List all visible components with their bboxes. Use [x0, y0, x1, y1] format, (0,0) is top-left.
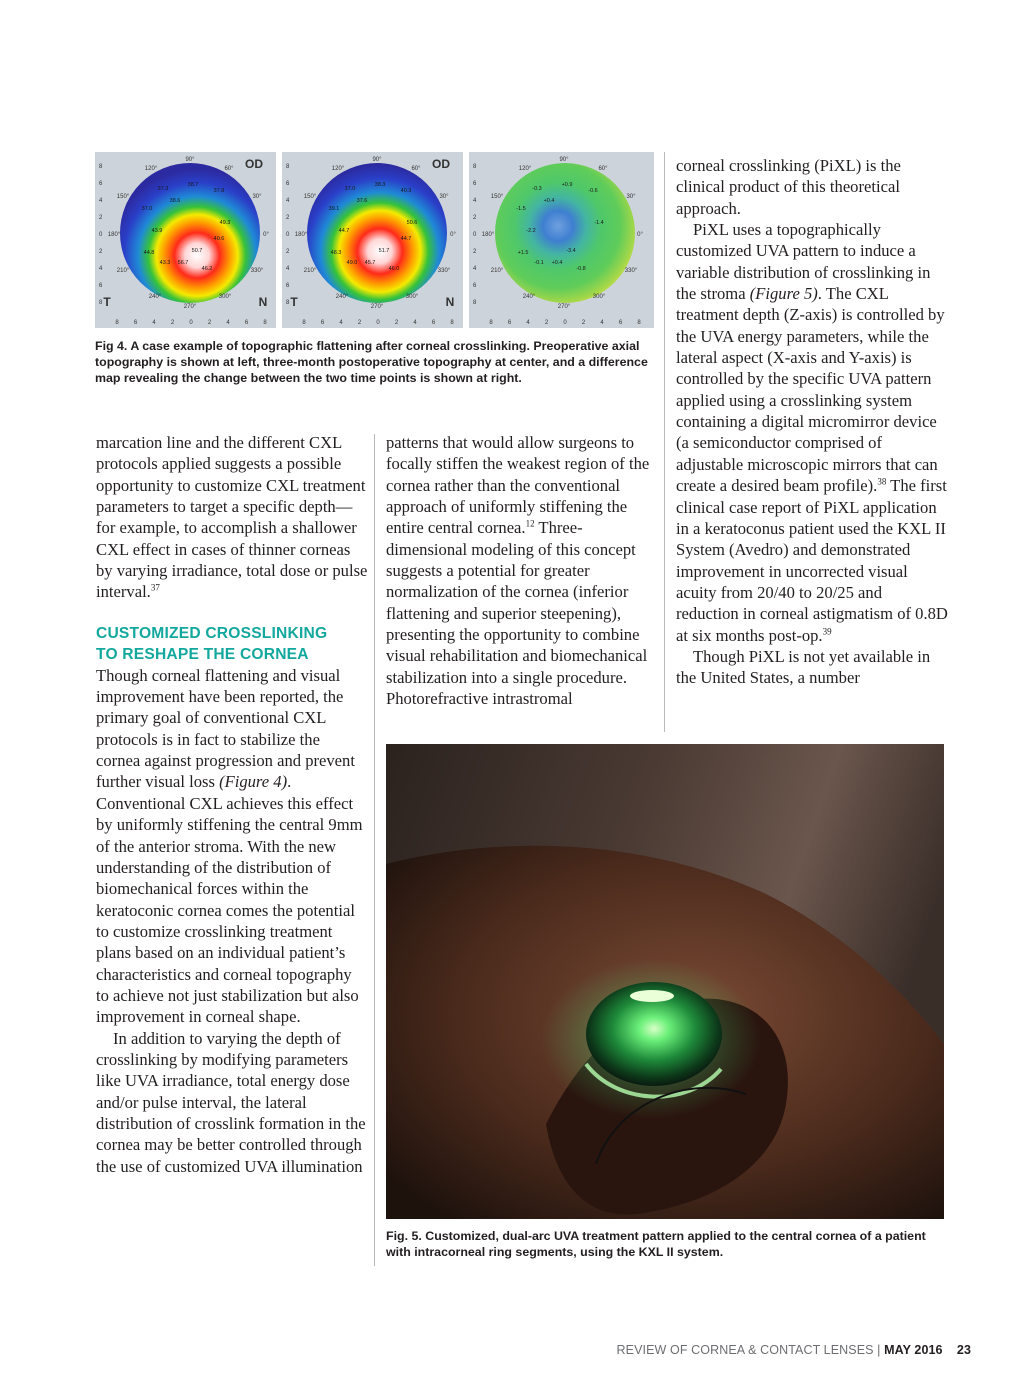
axis-tick-label: 2: [544, 320, 549, 326]
side-tick-label: 8: [99, 164, 103, 170]
side-tick-label: 0: [473, 232, 477, 238]
map-value-label: 44.8: [143, 250, 155, 256]
side-tick-label: 6: [99, 283, 103, 289]
degree-330-label: 330°: [624, 268, 638, 274]
axis-tick-label: 4: [413, 320, 417, 326]
axis-tick-label: 4: [526, 320, 530, 326]
degree-0-label: 0°: [637, 232, 643, 238]
heading-line-1: CUSTOMIZED CROSSLINKING: [96, 624, 328, 642]
ref-12: 12: [525, 518, 535, 529]
map-value-label: 43.3: [159, 260, 171, 266]
degree-180-label: 180°: [107, 232, 121, 238]
map-value-label: 39.1: [328, 206, 340, 212]
map-value-label: +0.9: [561, 182, 573, 188]
map-value-label: 38.3: [374, 182, 386, 188]
degree-90-label: 90°: [372, 157, 382, 163]
col3-paragraph-3: Though PiXL is not yet available in the United States, a number: [676, 646, 931, 688]
degree-300-label: 300°: [218, 294, 232, 300]
side-tick-label: 6: [286, 181, 290, 187]
issue-date: MAY 2016: [884, 1343, 943, 1357]
degree-0-label: 0°: [450, 232, 456, 238]
map-value-label: 48.3: [330, 250, 342, 256]
axis-tick-label: 0: [563, 320, 567, 326]
degree-90-label: 90°: [185, 157, 195, 163]
map-value-label: 50.7: [191, 248, 203, 254]
footer-separator: |: [877, 1343, 881, 1357]
map-value-label: 44.7: [400, 236, 412, 242]
col3-paragraph-1: corneal crosslinking (PiXL) is the clinical product of this theoretical approach.: [676, 156, 901, 218]
map-value-label: 40.3: [400, 188, 412, 194]
degree-210-label: 210°: [490, 268, 504, 274]
degree-180-label: 180°: [481, 232, 495, 238]
map-value-label: -0.1: [534, 260, 544, 266]
map-value-label: 37.6: [356, 198, 368, 204]
side-tick-label: 0: [99, 232, 103, 238]
side-tick-label: 8: [99, 300, 103, 306]
axis-tick-label: 6: [133, 320, 138, 326]
degree-300-label: 300°: [405, 294, 419, 300]
side-tick-label: 4: [473, 266, 477, 272]
side-tick-label: 4: [99, 266, 103, 272]
page-footer: [617, 1343, 971, 1357]
map-value-label: 50.6: [406, 220, 418, 226]
map-value-label: -3.4: [566, 248, 576, 254]
col1-paragraph-3: In addition to varying the depth of crosslinking by modifying parameters like UVA irradiance, total energy dose and/or pulse interval, the lateral distribution of crosslink formation in the cornea may be better controlled through the use of customized UVA illumination: [96, 1028, 366, 1176]
map-value-label: 45.7: [364, 260, 376, 266]
degree-30-label: 30°: [626, 194, 636, 200]
degree-270-label: 270°: [557, 304, 571, 310]
axis-tick-label: 8: [263, 320, 267, 326]
side-tick-label: 6: [473, 283, 477, 289]
map-value-label: 51.7: [378, 248, 390, 254]
side-tick-label: 6: [473, 181, 477, 187]
degree-90-label: 90°: [559, 157, 569, 163]
axis-tick-label: 0: [189, 320, 193, 326]
heading-line-2: TO RESHAPE THE CORNEA: [96, 645, 309, 663]
map-value-label: 38.6: [169, 198, 181, 204]
side-tick-label: 2: [473, 215, 477, 221]
degree-60-label: 60°: [411, 166, 421, 172]
axis-tick-label: 6: [431, 320, 436, 326]
ref-38: 38: [877, 476, 887, 487]
axis-tick-label: 8: [302, 320, 306, 326]
degree-240-label: 240°: [522, 294, 536, 300]
degree-270-label: 270°: [370, 304, 384, 310]
degree-330-label: 330°: [250, 268, 264, 274]
section-heading: [96, 623, 368, 665]
axis-tick-label: 2: [394, 320, 399, 326]
axis-tick-label: 4: [152, 320, 156, 326]
side-tick-label: 8: [473, 300, 477, 306]
side-tick-label: 2: [286, 215, 290, 221]
degree-30-label: 30°: [252, 194, 262, 200]
page-number: 23: [956, 1343, 971, 1357]
map-value-label: 46.0: [388, 266, 400, 272]
map-value-label: 49.0: [346, 260, 358, 266]
map-value-label: +0.4: [551, 260, 563, 266]
map-value-label: 37.0: [344, 186, 356, 192]
side-tick-label: 4: [286, 198, 290, 204]
degree-150-label: 150°: [116, 194, 130, 200]
map-value-label: 46.2: [201, 266, 213, 272]
axis-tick-label: 6: [618, 320, 623, 326]
figure-4-caption: Fig 4. A case example of topographic flattening after corneal crosslinking. Preoperative axial topography is shown at left, three-month postoperative topography at center, and a difference map revealing the change between the two time points is shown at right.: [95, 339, 648, 386]
side-tick-label: 8: [286, 164, 290, 170]
corner-nasal-label: N: [445, 295, 455, 309]
map-value-label: +1.5: [517, 250, 529, 256]
side-tick-label: 2: [99, 215, 103, 221]
degree-30-label: 30°: [439, 194, 449, 200]
col3-paragraph-2: PiXL uses a topographically customized UVA pattern to induce a variable distribution of crosslinking in the stroma (Figure 5). The CXL treatment depth (Z-axis) is controlled by the UVA energy parameters, while the lateral aspect (X-axis and Y-axis) is controlled by the specific UVA pattern applied using a crosslinking system containing a digital micromirror device (a semiconductor comprised of adjustable microscopic mirrors that can create a desired beam profile).$^{38}$ The first clinical case report of PiXL application in a keratoconus patient used the KXL II System (Avedro) and demonstrated improvement in uncorrected visual acuity from 20/40 to 20/25 and reduction in corneal astigmatism of 0.8D at six months post-op.$^{39}$: [676, 220, 948, 645]
side-tick-label: 4: [286, 266, 290, 272]
degree-120-label: 120°: [331, 166, 345, 172]
figure-5-reference: (Figure 5): [749, 284, 818, 304]
map-value-label: -1.4: [594, 220, 604, 226]
degree-300-label: 300°: [592, 294, 606, 300]
ref-39: 39: [822, 626, 832, 637]
side-tick-label: 8: [286, 300, 290, 306]
corner-nasal-label: N: [258, 295, 268, 309]
side-tick-label: 2: [473, 249, 477, 255]
col1-paragraph-2: Though corneal flattening and visual improvement have been reported, the primary goal of conventional CXL protocols is in fact to stabilize the cornea against progression and prevent further visual loss (Figure 4). Conventional CXL achieves this effect by uniformly stiffening the central 9mm of the anterior stroma. With the new understanding of the distribution of biomechanical forces within the keratoconic cornea comes the potential to customize crosslinking treatment plans based on an individual patient’s characteristics and corneal topography to achieve not just stabilization but also improvement in corneal shape.: [96, 665, 363, 1027]
map-value-label: 43.9: [151, 228, 163, 234]
degree-60-label: 60°: [224, 166, 234, 172]
map-value-label: 44.7: [338, 228, 350, 234]
map-value-label: 37.3: [157, 186, 169, 192]
degree-180-label: 180°: [294, 232, 308, 238]
axis-tick-label: 2: [170, 320, 175, 326]
axis-tick-label: 2: [357, 320, 362, 326]
side-tick-label: 6: [99, 181, 103, 187]
degree-0-label: 0°: [263, 232, 269, 238]
axis-tick-label: 8: [450, 320, 454, 326]
map-value-label: -0.6: [588, 188, 598, 194]
map-value-label: -1.5: [516, 206, 526, 212]
axis-tick-label: 4: [600, 320, 604, 326]
degree-330-label: 330°: [437, 268, 451, 274]
side-tick-label: 8: [473, 164, 477, 170]
column-rule-right: [664, 152, 665, 732]
axis-tick-label: 6: [320, 320, 325, 326]
ref-37: 37: [150, 582, 160, 593]
column-2: [386, 432, 654, 709]
column-rule-left: [374, 434, 375, 1266]
map-value-label: 40.6: [213, 236, 225, 242]
map-value-label: 49.3: [219, 220, 231, 226]
axis-tick-label: 8: [489, 320, 493, 326]
degree-240-label: 240°: [335, 294, 349, 300]
degree-270-label: 270°: [183, 304, 197, 310]
journal-name: REVIEW OF CORNEA & CONTACT LENSES: [616, 1343, 874, 1357]
degree-120-label: 120°: [518, 166, 532, 172]
degree-150-label: 150°: [490, 194, 504, 200]
topography-difference-map: [469, 152, 654, 328]
topography-map-preoperative: [95, 152, 276, 328]
column-1: [96, 432, 368, 1177]
map-value-label: -2.2: [526, 228, 536, 234]
map-value-label: -0.3: [532, 186, 542, 192]
map-value-label: -0.8: [576, 266, 586, 272]
corner-temporal-label: T: [103, 295, 111, 309]
side-tick-label: 0: [286, 232, 290, 238]
axis-tick-label: 2: [581, 320, 586, 326]
axis-tick-label: 8: [115, 320, 119, 326]
figure-5-caption: Fig. 5. Customized, dual-arc UVA treatment pattern applied to the central cornea of a patient with intracorneal ring segments, using the KXL II system.: [386, 1229, 926, 1260]
topography-map-postoperative: [282, 152, 463, 328]
axis-tick-label: 4: [339, 320, 343, 326]
axis-tick-label: 6: [507, 320, 512, 326]
axis-tick-label: 2: [207, 320, 212, 326]
axis-tick-label: 8: [637, 320, 641, 326]
axis-tick-label: 4: [226, 320, 230, 326]
eye-label: OD: [245, 157, 263, 171]
side-tick-label: 2: [286, 249, 290, 255]
map-value-label: 56.7: [177, 260, 189, 266]
side-tick-label: 6: [286, 283, 290, 289]
map-value-label: 38.7: [187, 182, 199, 188]
axis-tick-label: 0: [376, 320, 380, 326]
degree-150-label: 150°: [303, 194, 317, 200]
map-value-label: +0.4: [543, 198, 555, 204]
side-tick-label: 2: [99, 249, 103, 255]
eye-label: OD: [432, 157, 450, 171]
degree-210-label: 210°: [303, 268, 317, 274]
col1-paragraph-1: marcation line and the different CXL protocols applied suggests a possible opportunity to customize CXL treatment parameters to target a specific depth—for example, to accomplish a shallower CXL effect in cases of thinner corneas by varying irradiance, total dose or pulse interval.$^{37}$: [96, 433, 368, 602]
axis-tick-label: 6: [244, 320, 249, 326]
figure-4-reference: (Figure 4): [219, 772, 288, 792]
side-tick-label: 4: [99, 198, 103, 204]
degree-120-label: 120°: [144, 166, 158, 172]
map-value-label: 37.0: [141, 206, 153, 212]
side-tick-label: 4: [473, 198, 477, 204]
col2-paragraph-1: patterns that would allow surgeons to focally stiffen the weakest region of the cornea rather than the conventional approach of uniformly stiffening the entire central cornea.$^{12}$ Three-dimensional modeling of this concept suggests a potential for greater normalization of the cornea (inferior flattening and superior steepening), presenting the opportunity to combine visual rehabilitation and biomechanical stabilization into a single procedure. Photorefractive intrastromal: [386, 433, 650, 709]
degree-210-label: 210°: [116, 268, 130, 274]
figure-5-photo: [386, 744, 944, 1219]
corner-temporal-label: T: [290, 295, 298, 309]
degree-60-label: 60°: [598, 166, 608, 172]
degree-240-label: 240°: [148, 294, 162, 300]
column-3: [676, 155, 948, 689]
map-value-label: 37.8: [213, 188, 225, 194]
